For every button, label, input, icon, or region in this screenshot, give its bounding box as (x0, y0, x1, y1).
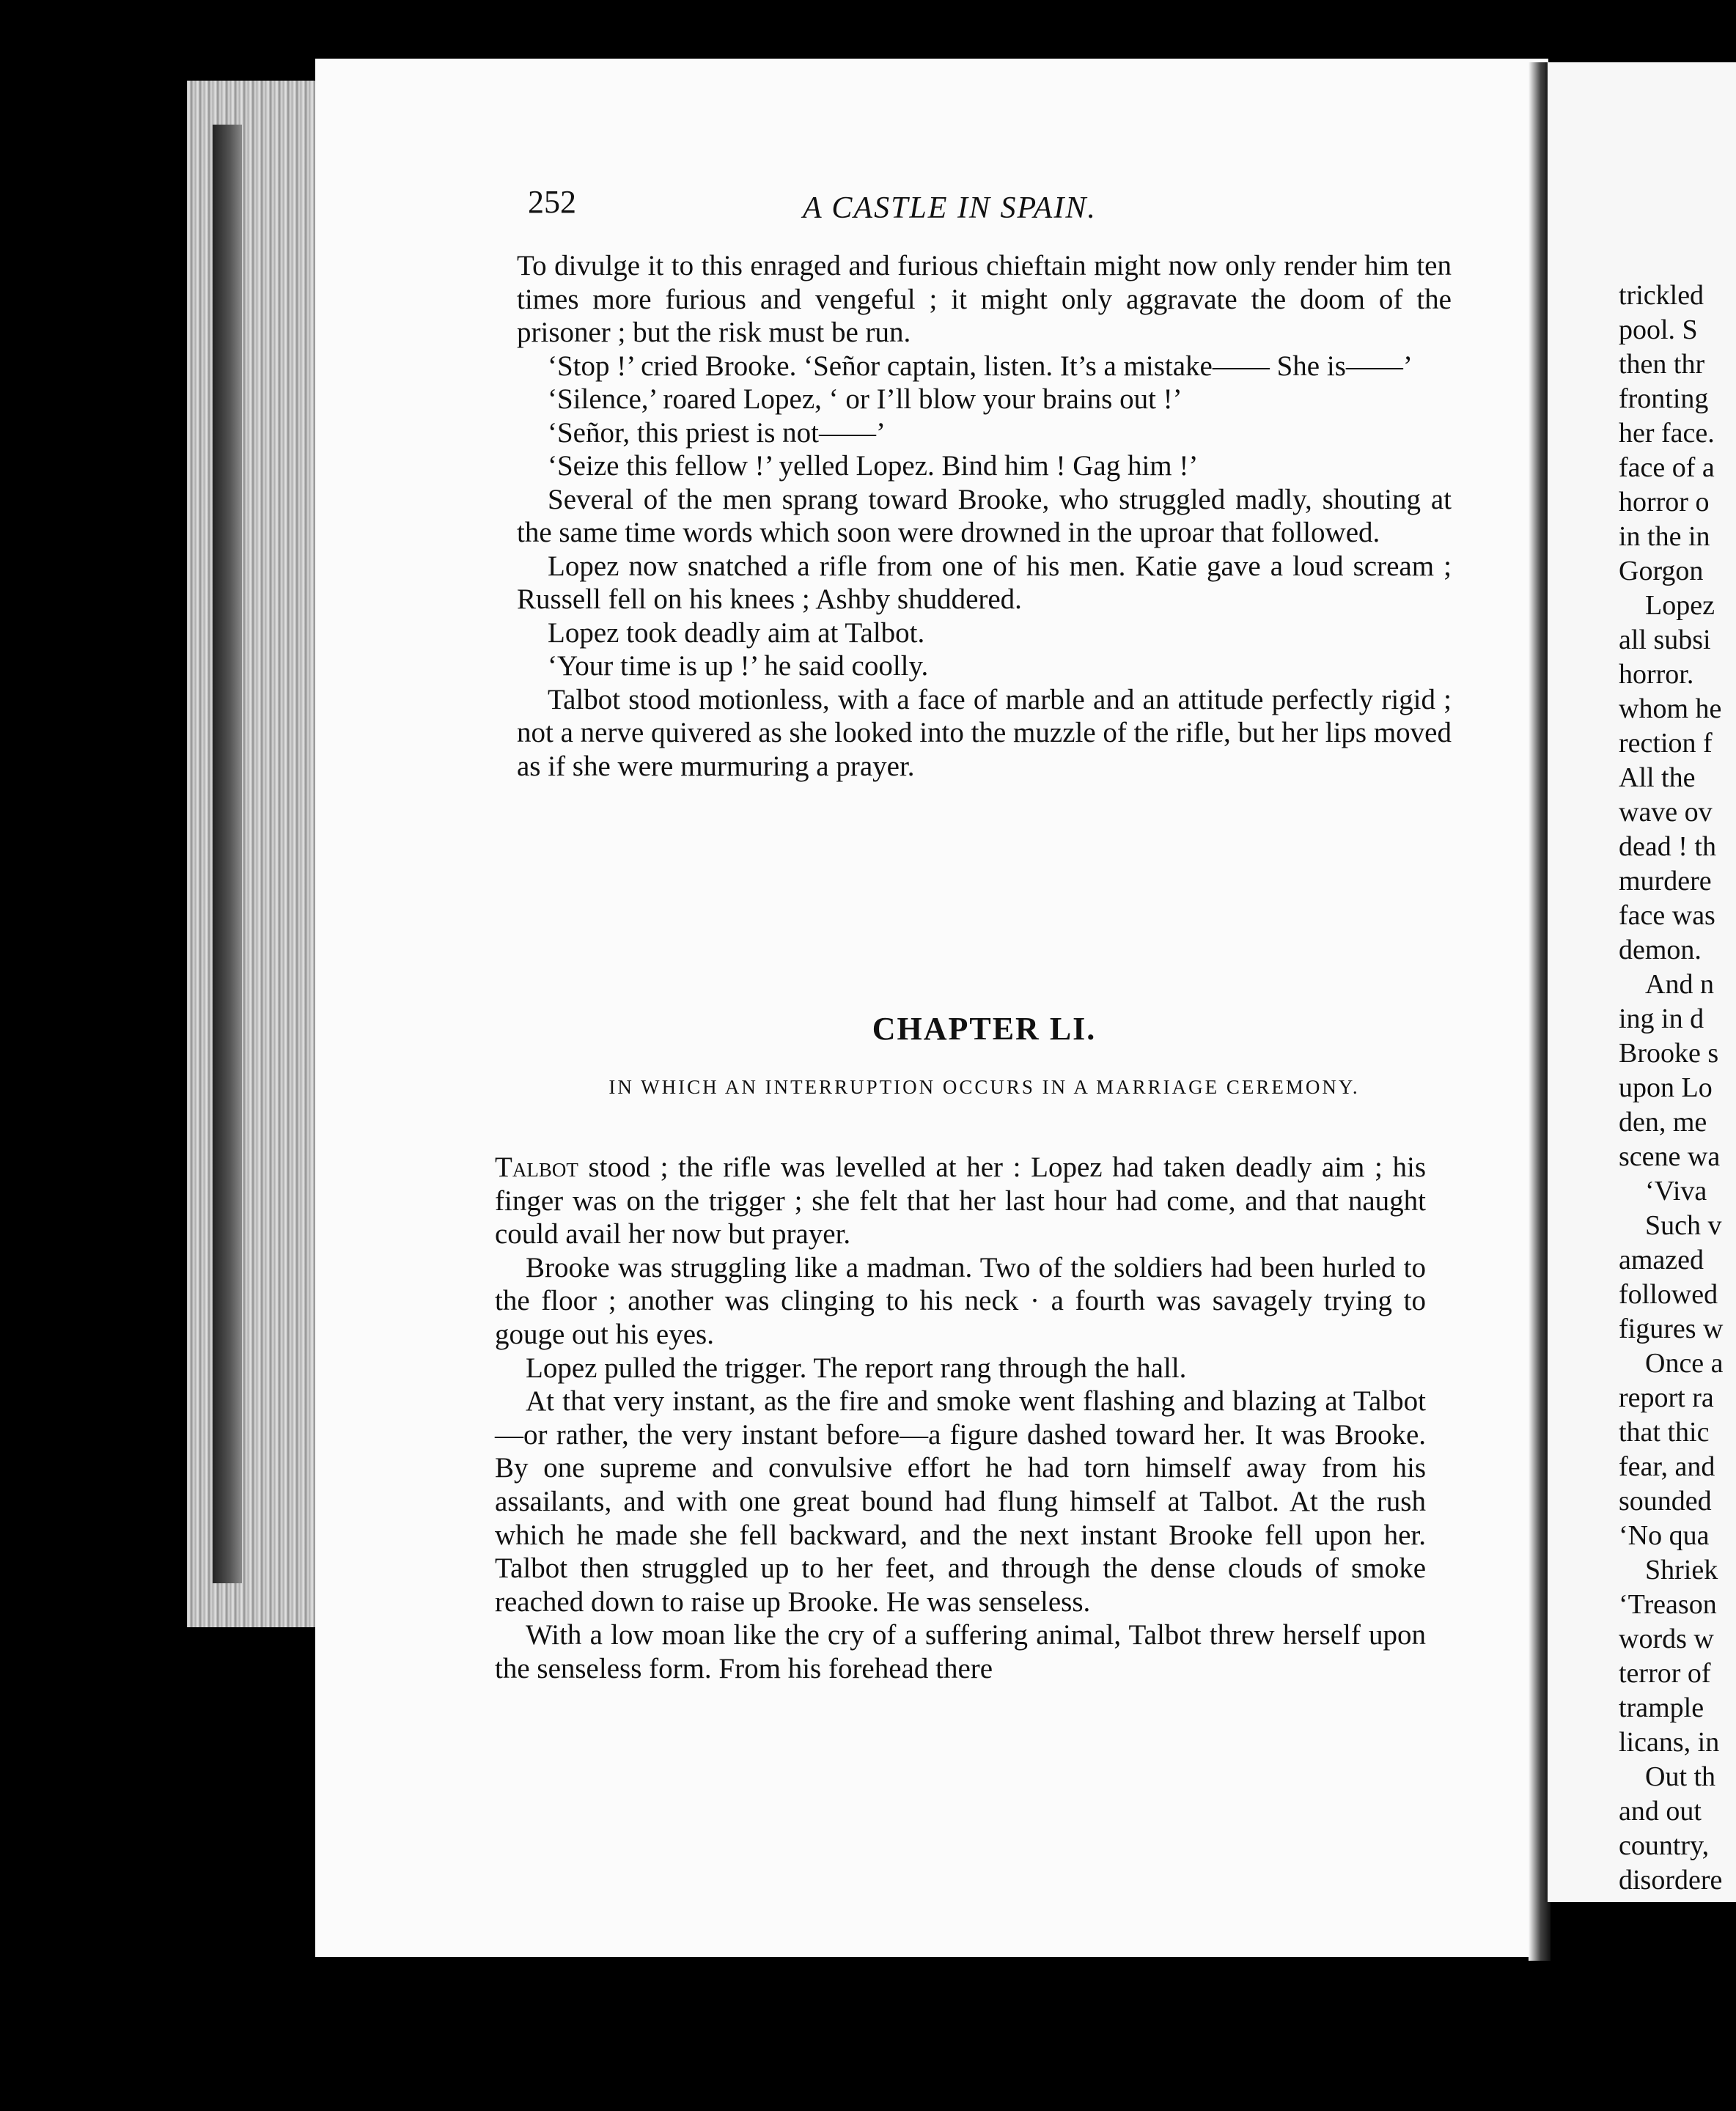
right-line: murdere (1619, 866, 1712, 896)
right-line: And n (1645, 969, 1714, 1000)
paragraph: Several of the men sprang toward Brooke, who struggled madly, shouting at the same time words which soon were drowned in the uproar that followed. (517, 483, 1452, 548)
right-line: fear, and (1619, 1451, 1715, 1482)
chapter-text-block (495, 1151, 1426, 1686)
right-line: words w (1619, 1624, 1714, 1654)
right-line: licans, in (1619, 1727, 1720, 1758)
right-line: trickled (1619, 280, 1704, 311)
book-page-stack (187, 81, 319, 1627)
chapter-first-word: Talbot (495, 1152, 578, 1183)
right-line: Shriek (1645, 1555, 1718, 1585)
top-text-block (517, 249, 1452, 783)
right-line: country, (1619, 1830, 1710, 1861)
paragraph: Talbot stood motionless, with a face of marble and an attitude perfectly rigid ; not a nerve quivered as she looked into the muzzle of the rifle, but her lips moved as if she were murmuring a prayer. (517, 683, 1452, 782)
paragraph: ‘Silence,’ roared Lopez, ‘ or I’ll blow your brains out !’ (548, 383, 1183, 415)
running-head (528, 182, 1481, 226)
right-line: figures w (1619, 1314, 1724, 1344)
right-line: Out th (1645, 1761, 1716, 1792)
chapter-subtitle: IN WHICH AN INTERRUPTION OCCURS IN A MARRIAGE CEREMONY. (608, 1076, 1360, 1098)
right-line: scene wa (1619, 1141, 1721, 1172)
right-line: face was (1619, 900, 1715, 931)
right-line: pool. S (1619, 314, 1698, 345)
book-spine-shadow (213, 125, 242, 1583)
right-line: sounded (1619, 1486, 1712, 1517)
right-line: demon. (1619, 935, 1702, 965)
paragraph-rest: stood ; the rifle was levelled at her : Lopez had taken deadly aim ; his finger was on the trigger ; she felt that her last hour had come, and that naught could avail her now but prayer. (495, 1152, 1426, 1250)
right-line: Such v (1645, 1210, 1722, 1241)
right-line: ‘Treason (1619, 1589, 1717, 1620)
paragraph: ‘Stop !’ cried Brooke. ‘Señor captain, listen. It’s a mistake—— She is——’ (548, 350, 1413, 382)
paragraph: Lopez now snatched a rifle from one of his men. Katie gave a loud scream ; Russell fell on his knees ; Ashby shuddered. (517, 550, 1452, 615)
paragraph: To divulge it to this enraged and furious chieftain might now only render him ten times more furious and vengeful ; it might only aggravate the doom of the prisoner ; but the risk must be run. (517, 250, 1452, 348)
right-line: den, me (1619, 1107, 1707, 1138)
right-line: whom he (1619, 693, 1722, 724)
right-line: horror. (1619, 659, 1694, 690)
right-line: ‘No qua (1619, 1520, 1710, 1551)
right-line: wave ov (1619, 797, 1713, 828)
right-page-text (1619, 279, 1736, 1898)
right-line: followed (1619, 1279, 1718, 1310)
right-line: Lopez (1645, 590, 1715, 621)
right-line: then thr (1619, 349, 1705, 380)
chapter-heading: CHAPTER LI. (872, 1011, 1097, 1047)
right-line: terror of (1619, 1658, 1711, 1689)
right-line: disordere (1619, 1865, 1723, 1896)
paragraph: ‘Señor, this priest is not——’ (548, 416, 886, 449)
right-line: trample (1619, 1692, 1704, 1723)
right-line: ‘Viva (1645, 1176, 1707, 1206)
page-title: A CASTLE IN SPAIN. (803, 191, 1097, 225)
page-number: 252 (528, 184, 576, 220)
paragraph: With a low moan like the cry of a suffering animal, Talbot threw herself upon the senseless form. From his forehead there (495, 1619, 1426, 1684)
right-line: amazed (1619, 1245, 1704, 1275)
right-line: that thic (1619, 1417, 1710, 1448)
right-line: Once a (1645, 1348, 1724, 1379)
paragraph: ‘Seize this fellow !’ yelled Lopez. Bind him ! Gag him !’ (548, 450, 1199, 482)
right-line: all subsi (1619, 625, 1711, 655)
paragraph: At that very instant, as the fire and smoke went flashing and blazing at Talbot—or rather, the very instant before—a figure dashed toward her. It was Brooke. By one supreme and convulsive effort he had torn himself away from his assailants, and with one great bound had flung himself at Talbot. At the rush which he made she fell backward, and the next instant Brooke fell upon her. Talbot then struggled up to her feet, and through the dense clouds of smoke reached down to raise up Brooke. He was senseless. (495, 1385, 1426, 1618)
right-line: report ra (1619, 1382, 1714, 1413)
right-line: All the (1619, 762, 1696, 793)
right-line: dead ! th (1619, 831, 1716, 862)
paragraph: Lopez pulled the trigger. The report rang through the hall. (526, 1352, 1187, 1384)
paragraph: Brooke was struggling like a madman. Two of the soldiers had been hurled to the floor ; another was clinging to his neck · a fourth was savagely trying to gouge out his eyes. (495, 1251, 1426, 1350)
right-line: Gorgon (1619, 556, 1704, 586)
right-line: in the in (1619, 521, 1710, 552)
paragraph (495, 1151, 1426, 1251)
right-line: upon Lo (1619, 1072, 1713, 1103)
right-line: fronting (1619, 383, 1709, 414)
right-line: ing in d (1619, 1003, 1704, 1034)
paragraph: ‘Your time is up !’ he said coolly. (548, 650, 929, 682)
paragraph: Lopez took deadly aim at Talbot. (548, 616, 925, 649)
right-line: face of a (1619, 452, 1715, 483)
right-line: and out (1619, 1796, 1702, 1827)
right-line: horror o (1619, 487, 1710, 517)
right-line: rection f (1619, 728, 1713, 759)
right-line: Brooke s (1619, 1038, 1719, 1069)
chapter-header (517, 1010, 1452, 1102)
right-line: her face. (1619, 418, 1715, 449)
